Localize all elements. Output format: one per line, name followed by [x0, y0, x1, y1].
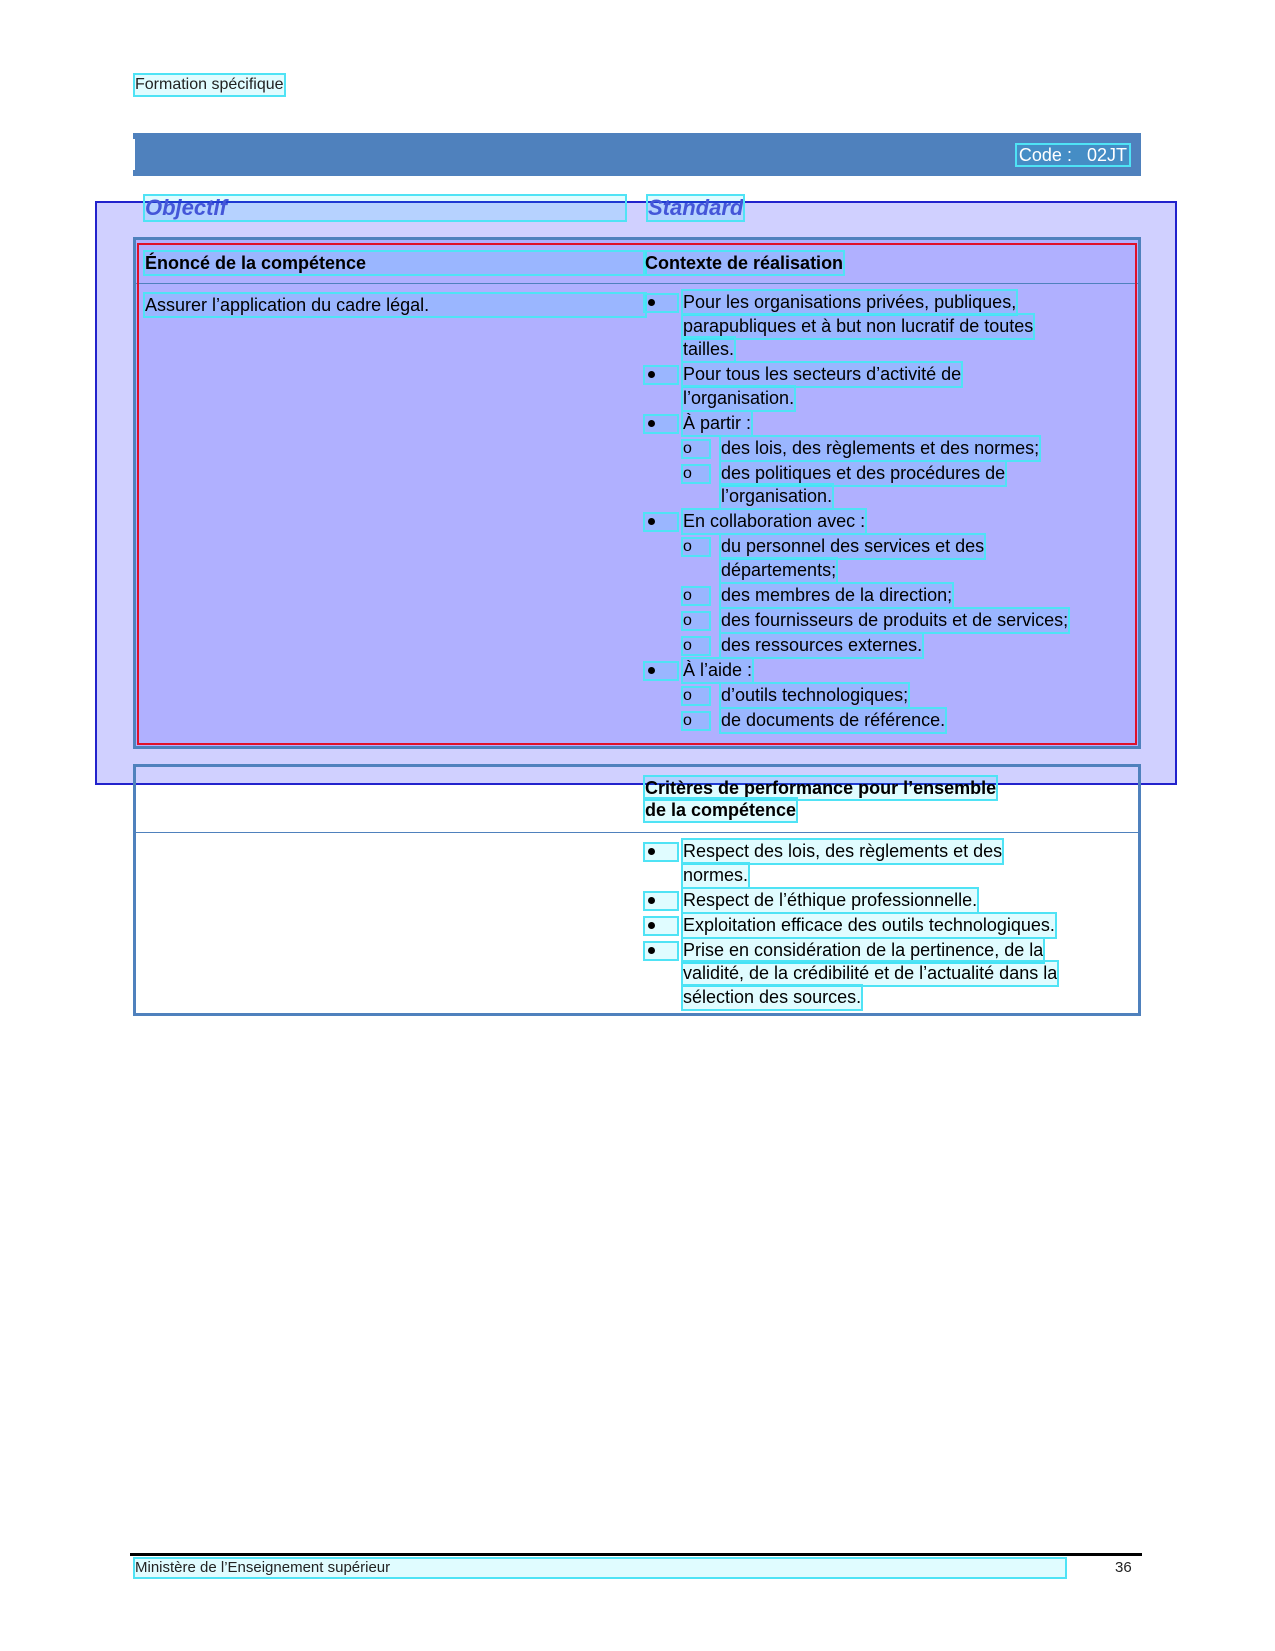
- list-item-line: Respect des lois, des règlements et des: [683, 841, 1003, 861]
- list-item-line: sélection des sources.: [683, 986, 862, 1007]
- list-item-line: À l’aide :: [683, 659, 753, 680]
- bullet-icon: [645, 367, 677, 383]
- competency-code: [1017, 145, 1129, 165]
- list-item-line: du personnel des services et des: [721, 536, 985, 556]
- competence-statement: Assurer l’application du cadre légal.: [145, 294, 645, 316]
- page-number: 36: [1115, 1559, 1132, 1576]
- list-item-line: des ressources externes.: [721, 634, 923, 655]
- list-item-line: Prise en considération de la pertinence, de la: [683, 939, 1044, 960]
- list-item-line: des fournisseurs de produits et de services;: [721, 609, 1069, 630]
- sub-bullet-icon: o: [683, 713, 709, 729]
- code-value: 02JT: [1086, 145, 1127, 165]
- list-item-line: des lois, des règlements et des normes;: [721, 437, 1040, 458]
- bullet-icon: [645, 514, 677, 530]
- footer-ministry: Ministère de l’Enseignement supérieur: [135, 1559, 1065, 1577]
- criteria-header-divider: [136, 832, 1138, 833]
- footer-rule: [130, 1553, 1142, 1556]
- column-header-enonce: Énoncé de la compétence: [145, 252, 645, 274]
- sub-bullet-icon: o: [683, 638, 709, 654]
- list-item-line: tailles.: [683, 339, 735, 359]
- list-item-line: Respect de l’éthique professionnelle.: [683, 889, 978, 910]
- sub-bullet-icon: o: [683, 441, 709, 457]
- sub-bullet-icon: o: [683, 588, 709, 604]
- standard-title: Standard: [648, 195, 744, 220]
- bullet-icon: [645, 844, 677, 860]
- list-item-line: Pour tous les secteurs d’activité de: [683, 364, 962, 384]
- list-item-line: parapubliques et à but non lucratif de toutes: [683, 315, 1034, 336]
- bullet-icon: [645, 918, 677, 934]
- list-item-line: En collaboration avec :: [683, 511, 866, 531]
- list-item-line: l’organisation.: [721, 486, 833, 506]
- sub-bullet-icon: o: [683, 688, 709, 704]
- bullet-icon: [645, 295, 677, 311]
- sub-bullet-icon: o: [683, 539, 709, 555]
- bullet-icon: [645, 416, 677, 432]
- banner-divider: [133, 139, 135, 170]
- list-item-line: d’outils technologiques;: [721, 684, 909, 705]
- list-item-line: À partir :: [683, 412, 752, 433]
- list-item-line: validité, de la crédibilité et de l’actualité dans la: [683, 963, 1058, 983]
- list-item-line: des politiques et des procédures de: [721, 462, 1006, 483]
- bullet-icon: [645, 663, 677, 679]
- column-header-contexte: Contexte de réalisation: [645, 253, 844, 273]
- list-item-line: de documents de référence.: [721, 709, 946, 730]
- bullet-icon: [645, 943, 677, 959]
- list-item-line: départements;: [721, 559, 837, 580]
- objectif-title: Objectif: [145, 196, 625, 220]
- criteria-heading-line: Critères de performance pour l’ensemble: [645, 778, 997, 798]
- code-banner: [133, 133, 1141, 176]
- sub-bullet-icon: o: [683, 613, 709, 629]
- criteria-heading-line: de la compétence: [645, 800, 797, 820]
- bullet-icon: [645, 893, 677, 909]
- sub-bullet-icon: o: [683, 466, 709, 482]
- list-item-line: normes.: [683, 864, 749, 885]
- code-label: Code :: [1018, 145, 1072, 165]
- list-item-line: Exploitation efficace des outils technologiques.: [683, 914, 1055, 935]
- list-item-line: des membres de la direction;: [721, 584, 953, 605]
- running-header: Formation spécifique: [135, 76, 284, 93]
- criteria-heading: [645, 777, 1050, 821]
- list-item-line: l’organisation.: [683, 387, 795, 408]
- list-item-line: Pour les organisations privées, publiques,: [683, 292, 1017, 312]
